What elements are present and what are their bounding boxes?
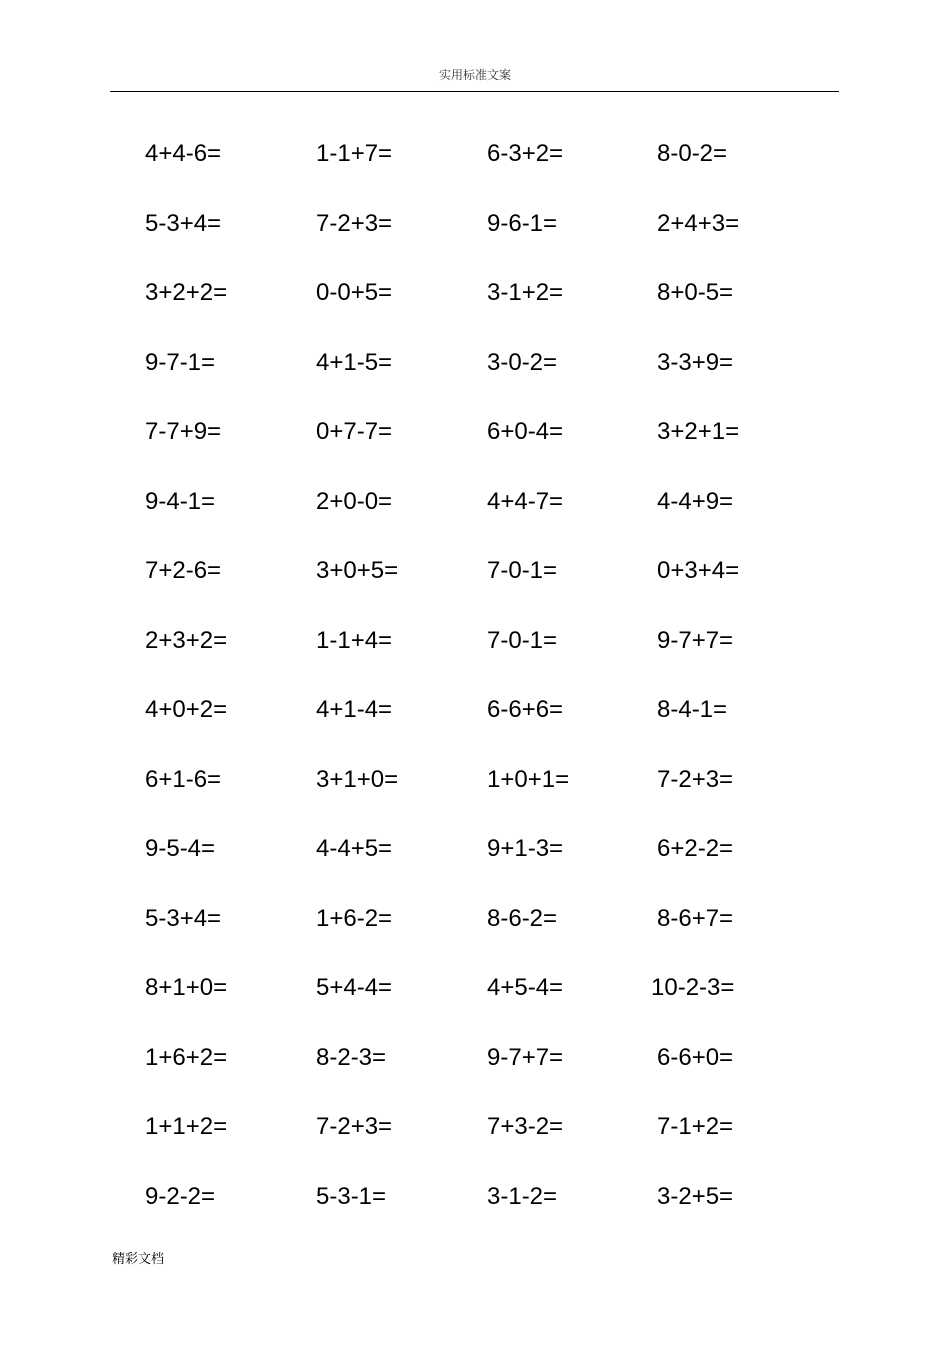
math-problem: 4+1-4= [316, 696, 393, 723]
math-problem: 4+4-6= [145, 140, 222, 167]
math-problem: 9-7+7= [487, 1043, 564, 1071]
problem-row [0, 189, 950, 259]
math-problem: 8+0-5= [657, 279, 734, 306]
problem-row [0, 1162, 950, 1232]
math-problem: 4-4+9= [657, 487, 734, 515]
problem-row [0, 953, 950, 1023]
math-problem: 10-2-3= [651, 974, 735, 1001]
problem-row [0, 1023, 950, 1093]
problem-row [0, 745, 950, 815]
math-problem: 7-2+3= [316, 1113, 393, 1140]
problem-row [0, 119, 950, 189]
math-problem: 9-4-1= [145, 487, 216, 515]
math-problem: 8+1+0= [145, 974, 228, 1001]
problem-row [0, 328, 950, 398]
math-problem: 6+1-6= [145, 765, 222, 793]
math-problem: 5-3-1= [316, 1182, 387, 1210]
problem-row [0, 536, 950, 606]
math-problem: 7+3-2= [487, 1113, 564, 1140]
problem-row [0, 467, 950, 537]
math-problem: 6+0-4= [487, 418, 564, 445]
math-problem: 8-6+7= [657, 904, 734, 932]
math-problem: 7+2-6= [145, 557, 222, 584]
problem-row [0, 1092, 950, 1162]
math-problem: 3+2+2= [145, 279, 228, 306]
math-problem: 8-4-1= [657, 696, 728, 723]
math-problem: 4+0+2= [145, 696, 228, 723]
math-problem: 1+1+2= [145, 1113, 228, 1140]
math-problem: 4+1-5= [316, 348, 393, 376]
math-problem: 3+1+0= [316, 765, 399, 793]
math-problem: 9-5-4= [145, 835, 216, 862]
math-problem: 1+6+2= [145, 1043, 228, 1071]
math-problem: 6-6+0= [657, 1043, 734, 1071]
math-problem: 8-2-3= [316, 1043, 387, 1071]
math-problem: 5+4-4= [316, 974, 393, 1001]
problem-row [0, 814, 950, 884]
math-problem: 3-2+5= [657, 1182, 734, 1210]
math-problem: 3+0+5= [316, 557, 399, 584]
header-divider [110, 91, 839, 92]
math-problem: 9-6-1= [487, 209, 558, 237]
math-problem: 1+6-2= [316, 904, 393, 932]
math-problem: 9-7-1= [145, 348, 216, 376]
math-problem: 9-2-2= [145, 1182, 216, 1210]
math-problem: 7-0-1= [487, 626, 558, 654]
math-problem: 3-1-2= [487, 1182, 558, 1210]
math-problem: 0+3+4= [657, 557, 740, 584]
math-problem: 1-1+4= [316, 626, 393, 654]
problem-row [0, 675, 950, 745]
problem-row [0, 884, 950, 954]
math-problem: 3-0-2= [487, 348, 558, 376]
math-problem: 5-3+4= [145, 209, 222, 237]
page-footer-text: 精彩文档 [112, 1252, 165, 1267]
math-problem: 7-1+2= [657, 1113, 734, 1140]
math-problem: 9-7+7= [657, 626, 734, 654]
math-problem: 2+3+2= [145, 626, 228, 654]
math-problem: 1-1+7= [316, 140, 393, 167]
math-problem: 4+5-4= [487, 974, 564, 1001]
math-problem: 7-2+3= [316, 209, 393, 237]
math-problem: 4+4-7= [487, 487, 564, 515]
math-problem: 6-6+6= [487, 696, 564, 723]
problem-row [0, 606, 950, 676]
math-problem: 2+0-0= [316, 487, 393, 515]
page-header-title: 实用标准文案 [438, 68, 511, 82]
math-problem: 5-3+4= [145, 904, 222, 932]
math-problem: 8-6-2= [487, 904, 558, 932]
math-problem: 3+2+1= [657, 418, 740, 445]
math-problem: 1+0+1= [487, 765, 570, 793]
math-problem: 3-3+9= [657, 348, 734, 376]
problem-row [0, 397, 950, 467]
problem-row [0, 258, 950, 328]
math-problem: 7-0-1= [487, 557, 558, 584]
math-problem: 4-4+5= [316, 835, 393, 862]
math-problem: 6-3+2= [487, 140, 564, 167]
math-problem: 0+7-7= [316, 418, 393, 445]
math-problem: 2+4+3= [657, 209, 740, 237]
math-problem: 8-0-2= [657, 140, 728, 167]
math-problem: 9+1-3= [487, 835, 564, 862]
math-problem: 3-1+2= [487, 279, 564, 306]
problem-grid [0, 119, 950, 1231]
math-problem: 0-0+5= [316, 279, 393, 306]
math-problem: 7-7+9= [145, 418, 222, 445]
math-problem: 6+2-2= [657, 835, 734, 862]
math-problem: 7-2+3= [657, 765, 734, 793]
